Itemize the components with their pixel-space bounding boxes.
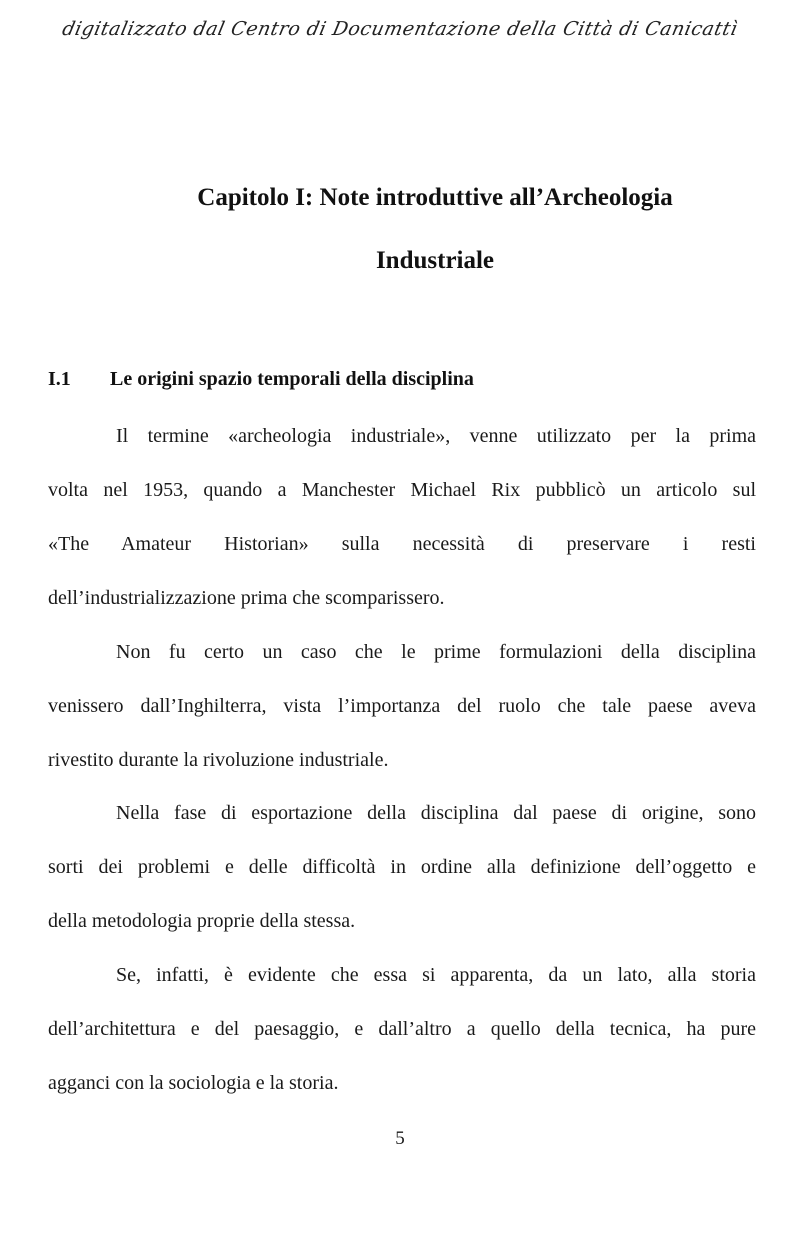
paragraph-line: Nella fase di esportazione della disciplina dal paese di origine, sono: [116, 802, 756, 824]
chapter-title-line-1: Capitolo I: Note introduttive all’Archeologia: [197, 184, 673, 211]
paragraph-line: dell’industrializzazione prima che scomparissero.: [48, 587, 445, 609]
paragraph-line: Se, infatti, è evidente che essa si apparenta, da un lato, alla storia: [116, 964, 756, 986]
chapter-title-line-2: Industriale: [375, 247, 495, 274]
page-number: 5: [395, 1128, 405, 1149]
section-number: I.1: [48, 368, 71, 390]
paragraph-line: rivestito durante la rivoluzione industriale.: [48, 749, 389, 771]
section-heading: [48, 368, 474, 391]
paragraph-line: volta nel 1953, quando a Manchester Michael Rix pubblicò un articolo sul: [48, 479, 756, 501]
paragraph-line: Il termine «archeologia industriale», venne utilizzato per la prima: [116, 425, 756, 447]
paragraph-line: della metodologia proprie della stessa.: [48, 910, 356, 932]
paragraph-line: agganci con la sociologia e la storia.: [48, 1072, 339, 1094]
paragraph-line: Non fu certo un caso che le prime formulazioni della disciplina: [116, 641, 756, 663]
section-title: Le origini spazio temporali della disciplina: [110, 368, 474, 390]
paragraph-line: sorti dei problemi e delle difficoltà in ordine alla definizione dell’oggetto e: [48, 856, 756, 878]
watermark: digitalizzato dal Centro di Documentazione della Città di Canicattì: [60, 18, 740, 40]
paragraph-line: venissero dall’Inghilterra, vista l’importanza del ruolo che tale paese aveva: [48, 695, 756, 717]
paragraph-line: «The Amateur Historian» sulla necessità di preservare i resti: [48, 533, 756, 555]
paragraph-line: dell’architettura e del paesaggio, e dall’altro a quello della tecnica, ha pure: [48, 1018, 756, 1040]
